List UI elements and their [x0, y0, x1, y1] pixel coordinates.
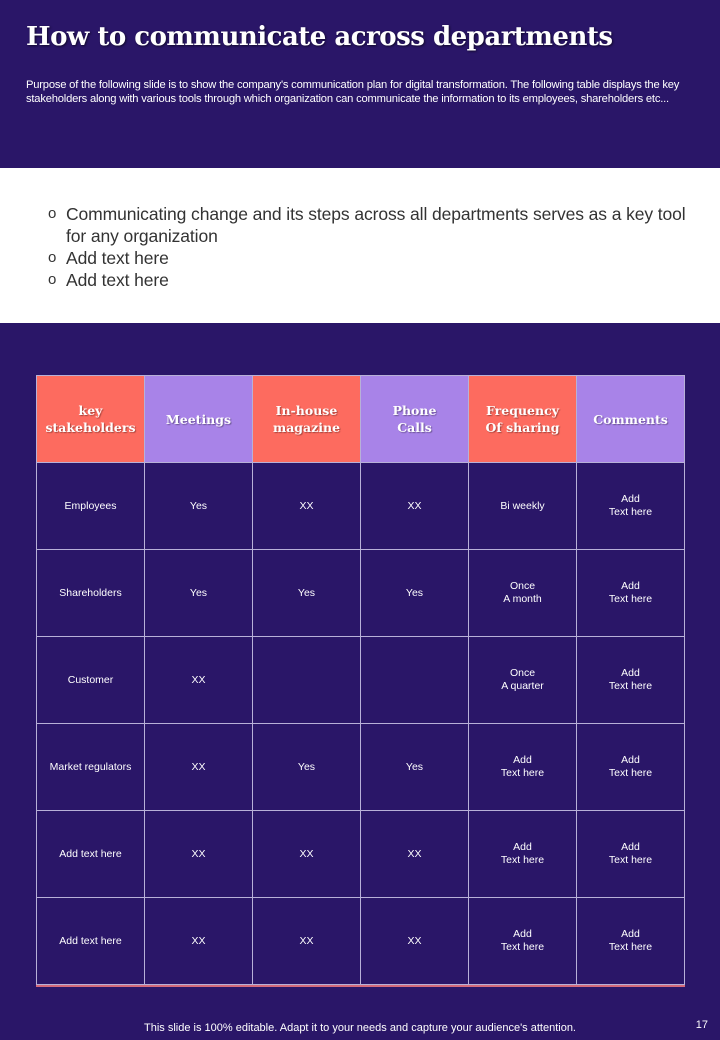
table-header-row	[37, 376, 685, 463]
table-cell: Add text here	[37, 811, 145, 898]
bullet-list	[48, 203, 688, 291]
bullet-marker-icon: o	[48, 205, 57, 222]
header-key-stakeholders: key stakeholders	[37, 376, 145, 463]
page-subtitle: Purpose of the following slide is to show the company's communication plan for digital transformation. The following table displays the key stakeholders along with various tools through which organization can communicate the information to its employees, shareholders etc...	[26, 79, 680, 105]
table-cell: Add Text here	[469, 811, 577, 898]
table-cell: Shareholders	[37, 550, 145, 637]
table-cell: XX	[145, 637, 253, 724]
table-cell: XX	[361, 811, 469, 898]
table-cell: XX	[145, 898, 253, 985]
header-band	[0, 0, 720, 168]
table-cell: XX	[253, 811, 361, 898]
table-cell: Once A quarter	[469, 637, 577, 724]
bullet-marker-icon: o	[48, 249, 57, 266]
page-number: 17	[695, 1019, 708, 1031]
table-cell: Add Text here	[577, 463, 685, 550]
table-cell: Add Text here	[469, 898, 577, 985]
table-row	[37, 724, 685, 811]
bullet-text: Communicating change and its steps across all departments serves as a key tool for any organization	[66, 204, 686, 246]
header-comments: Comments	[577, 376, 685, 463]
table-row	[37, 463, 685, 550]
bullet-text: Add text here	[66, 270, 169, 290]
table-cell: XX	[361, 463, 469, 550]
table-cell: Add Text here	[577, 724, 685, 811]
table-cell: Add Text here	[469, 724, 577, 811]
table-cell: Employees	[37, 463, 145, 550]
table-cell: Customer	[37, 637, 145, 724]
table-cell: XX	[145, 811, 253, 898]
bullet-item	[48, 269, 688, 291]
table-cell: Market regulators	[37, 724, 145, 811]
table-cell: Add Text here	[577, 898, 685, 985]
table-cell	[253, 637, 361, 724]
bullet-text: Add text here	[66, 248, 169, 268]
table-row	[37, 898, 685, 985]
table-cell: XX	[253, 898, 361, 985]
table-cell: XX	[361, 898, 469, 985]
bullet-item	[48, 247, 688, 269]
table-row	[37, 637, 685, 724]
bullet-marker-icon: o	[48, 271, 57, 288]
bullet-band	[0, 168, 720, 323]
table-cell	[361, 637, 469, 724]
table-cell: Add Text here	[577, 811, 685, 898]
stakeholder-table-container	[36, 375, 685, 986]
table-cell: Add Text here	[577, 637, 685, 724]
table-cell: Yes	[145, 550, 253, 637]
header-in-house-magazine: In-house magazine	[253, 376, 361, 463]
table-cell: Once A month	[469, 550, 577, 637]
table-bottom-divider	[36, 985, 685, 987]
table-cell: Yes	[253, 724, 361, 811]
table-cell: Yes	[145, 463, 253, 550]
stakeholder-table	[36, 375, 685, 985]
footer-note: This slide is 100% editable. Adapt it to your needs and capture your audience's attention.	[144, 1022, 576, 1034]
table-cell: Add text here	[37, 898, 145, 985]
table-cell: Yes	[361, 724, 469, 811]
table-cell: XX	[145, 724, 253, 811]
table-cell: XX	[253, 463, 361, 550]
table-cell: Add Text here	[577, 550, 685, 637]
header-phone-calls: Phone Calls	[361, 376, 469, 463]
table-row	[37, 550, 685, 637]
header-meetings: Meetings	[145, 376, 253, 463]
table-cell: Yes	[361, 550, 469, 637]
table-row	[37, 811, 685, 898]
table-cell: Yes	[253, 550, 361, 637]
bullet-item	[48, 203, 688, 247]
header-frequency: Frequency Of sharing	[469, 376, 577, 463]
table-cell: Bi weekly	[469, 463, 577, 550]
page-title: How to communicate across departments	[26, 22, 613, 52]
